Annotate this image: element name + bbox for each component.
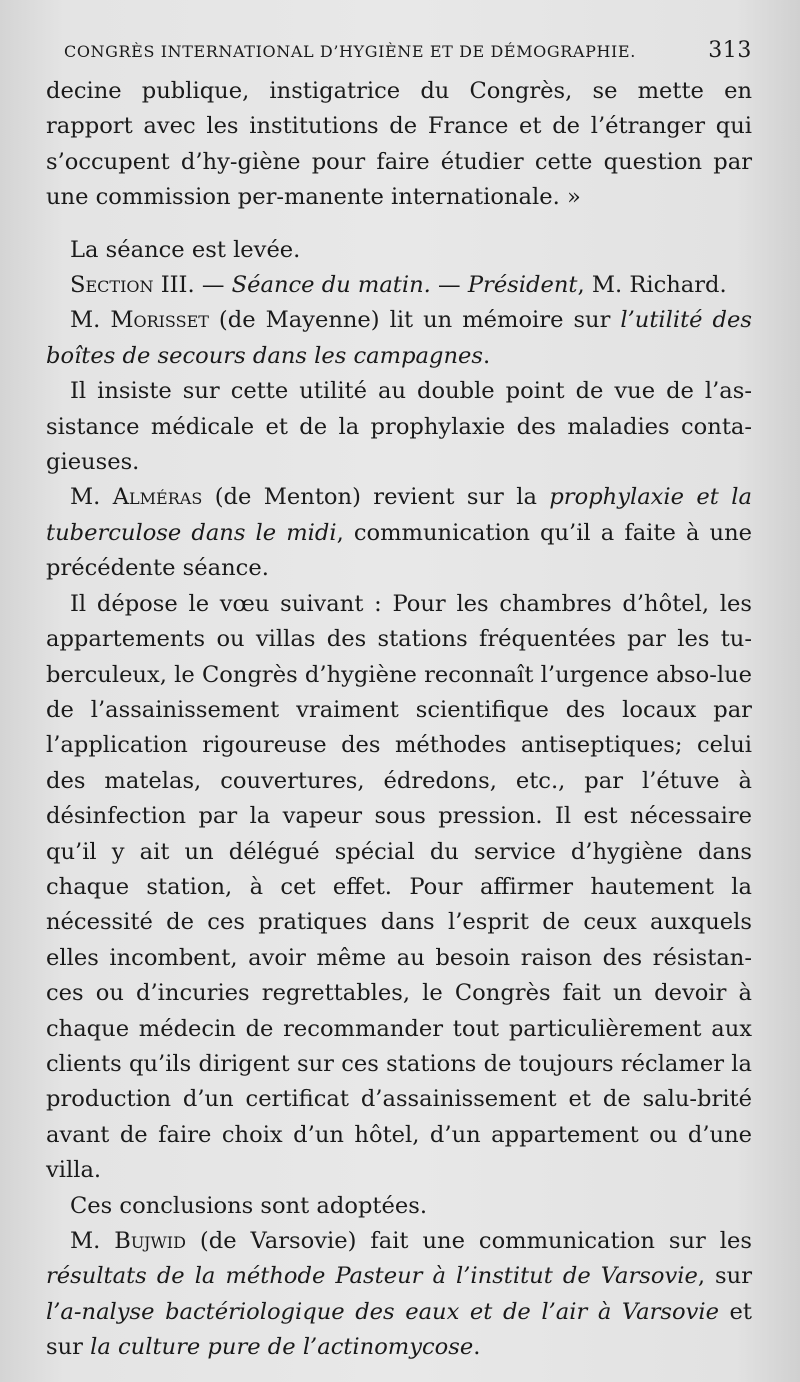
communication-title: l’utilité des boîtes de secours dans les campagnes xyxy=(46,307,752,369)
paragraph-text: et sur xyxy=(46,1298,752,1361)
speaker-prefix: M. xyxy=(70,484,113,511)
section-label: Section xyxy=(70,272,154,299)
paragraph-bujwid xyxy=(46,1224,752,1366)
running-title: CONGRÈS INTERNATIONAL D’HYGIÈNE ET DE DÉMOGRAPHIE. xyxy=(64,42,636,61)
paragraph-text: (de Mayenne) lit un mémoire sur xyxy=(208,307,621,334)
paragraph-morisset xyxy=(46,303,752,374)
communication-title: la culture pure de l’actinomycose xyxy=(90,1334,474,1361)
page-number: 313 xyxy=(708,38,752,63)
president-label: Président xyxy=(467,272,578,299)
speaker-prefix: M. xyxy=(70,1228,115,1254)
paragraph-utilite: Il insiste sur cette utilité au double point de vue de l’as-sistance médicale et de la prophylaxie des maladies conta-gieuses. xyxy=(46,378,752,476)
section-dash: — xyxy=(430,272,468,299)
communication-title: l’a-nalyse bactériologique des eaux et de l’air à Varsovie xyxy=(46,1298,719,1325)
paragraph-seance-levee: La séance est levée. xyxy=(70,236,301,263)
page-body xyxy=(46,74,752,1366)
speaker-name: Morisset xyxy=(110,307,209,334)
speaker-prefix: M. xyxy=(70,307,111,334)
speaker-name: Alméras xyxy=(112,484,203,511)
section-number: III. — xyxy=(160,272,232,299)
paragraph-text: (de Menton) revient sur la xyxy=(202,484,550,511)
running-header xyxy=(64,38,752,72)
seance-title: Séance du matin. xyxy=(231,272,431,299)
paragraph-conclusions: Ces conclusions sont adoptées. xyxy=(70,1192,428,1219)
communication-title: résultats de la méthode Pasteur à l’institut de Varsovie xyxy=(46,1263,698,1290)
paragraph-end: . xyxy=(473,1334,481,1361)
communication-title: prophylaxie et la tuberculose dans le midi xyxy=(46,484,752,546)
paragraph-end: . xyxy=(482,342,491,369)
paragraph-text: , sur xyxy=(697,1263,752,1290)
paragraph-continuation: decine publique, instigatrice du Congrès, se mette en rapport avec les institutions de France et de l’étranger qui s’occupent d’hy-giène pour faire étudier cette question par une commission per-manente internationale. » xyxy=(46,78,752,211)
president-name: , M. Richard. xyxy=(577,272,727,299)
paragraph-end: , communication qu’il a faite à une précédente séance. xyxy=(46,519,752,582)
paragraph-text: (de Varsovie) fait une communication sur les xyxy=(185,1228,752,1254)
paragraph-voeu: Il dépose le vœu suivant : Pour les chambres d’hôtel, les appartements ou villas des stations fréquentées par les tu-berculeux, le Congrès d’hygiène reconnaît l’urgence abso-lue de l’assainissement vraiment scientifique des locaux par l’application rigoureuse des méthodes antiseptiques; celui des matelas, couvertures, édredons, etc., par l’étuve à désinfection par la vapeur sous pression. Il est nécessaire qu’il y ait un délégué spécial du service d’hygiène dans chaque station, à cet effet. Pour affirmer hautement la nécessité de ces pratiques dans l’esprit de ceux auxquels elles incombent, avoir même au besoin raison des résistan-ces ou d’incuries regrettables, le Congrès fait un devoir à chaque médecin de recommander tout particulièrement aux clients qu’ils dirigent sur ces stations de toujours réclamer la production d’un certificat d’assainissement et de salu-brité avant de faire choix d’un hôtel, d’un appartement ou d’une villa. xyxy=(46,590,752,1184)
speaker-name: Bujwid xyxy=(114,1228,186,1254)
section-heading xyxy=(46,268,752,303)
paragraph-almeras xyxy=(46,480,752,586)
